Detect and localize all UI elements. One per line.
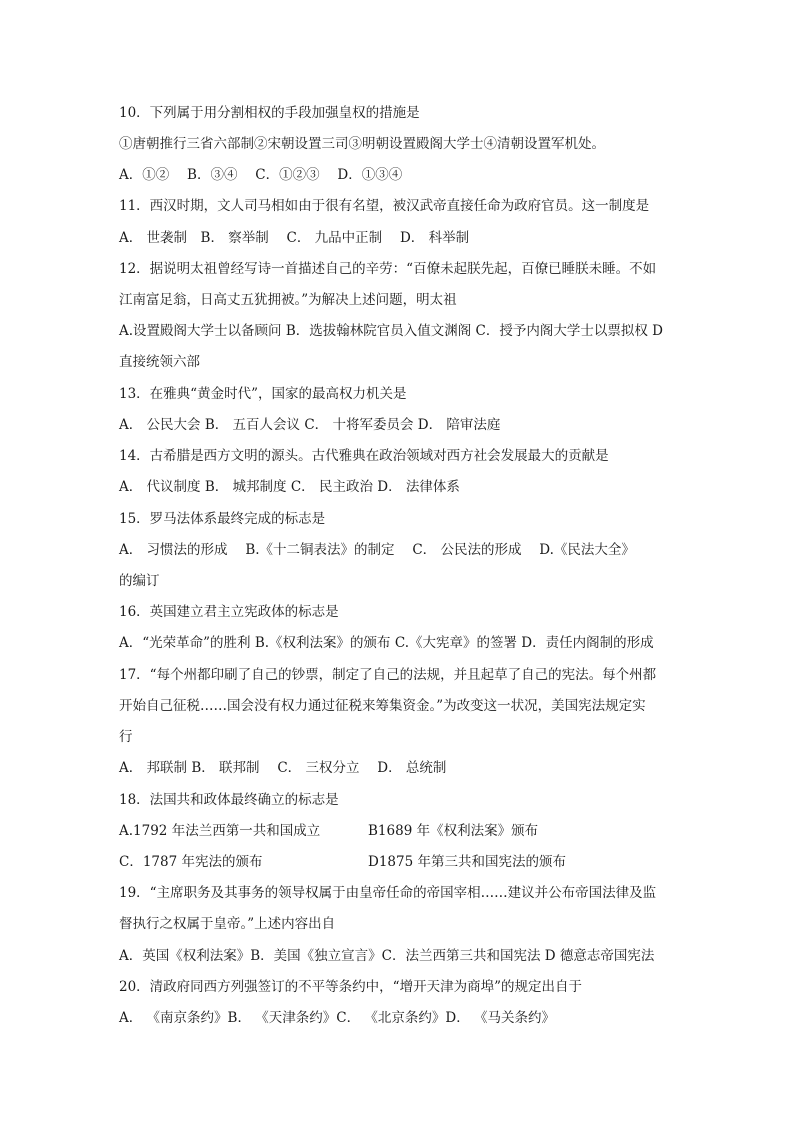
question-17-stem-3: 行 [119, 729, 133, 745]
question-18-option-c: C．1787 年宪法的颁布 [119, 854, 263, 870]
question-12-options-1: A.设置殿阁大学士以备顾问 B．选拔翰林院官员入值文渊阁 C．授予内阁大学士以票拟权 D [119, 323, 663, 339]
question-16-options: A．“光荣革命”的胜利 B.《权利法案》的颁布 C.《大宪章》的签署 D．责任内阁制的形成 [119, 635, 654, 651]
question-11-stem: 11．西汉时期，文人司马相如由于很有名望，被汉武帝直接任命为政府官员。这一制度是 [119, 198, 650, 214]
question-15-options-1: A． 习惯法的形成 B.《十二铜表法》的制定 C． 公民法的形成 D.《民法大全》 [119, 542, 635, 558]
question-19-options: A．英国《权利法案》B．美国《独立宣言》C．法兰西第三共和国宪法 D 德意志帝国宪法 [119, 948, 655, 964]
question-10-items: ①唐朝推行三省六部制②宋朝设置三司③明朝设置殿阁大学士④清朝设置军机处。 [119, 136, 605, 152]
question-10-options: A．①② B．③④ C．①②③ D．①③④ [119, 167, 403, 183]
question-13-options: A． 公民大会 B． 五百人会议 C． 十将军委员会 D． 陪审法庭 [119, 417, 501, 433]
question-10-stem: 10．下列属于用分割相权的手段加强皇权的措施是 [119, 105, 420, 121]
question-14-stem: 14．古希腊是西方文明的源头。古代雅典在政治领域对西方社会发展最大的贡献是 [119, 448, 609, 464]
question-15-options-2: 的编订 [119, 573, 160, 589]
question-14-options: A． 代议制度 B． 城邦制度 C． 民主政治 D． 法律体系 [119, 479, 460, 495]
question-20-stem: 20．清政府同西方列强签订的不平等条约中，“增开天津为商埠”的规定出自于 [119, 979, 582, 995]
question-17-options: A． 邦联制 B． 联邦制 C． 三权分立 D． 总统制 [119, 760, 447, 776]
question-11-options: A． 世袭制 B． 察举制 C． 九品中正制 D． 科举制 [119, 230, 470, 246]
question-15-stem: 15．罗马法体系最终完成的标志是 [119, 511, 326, 527]
question-18-option-b: B1689 年《权利法案》颁布 [368, 823, 539, 839]
question-20-options: A． 《南京条约》B． 《天津条约》C． 《北京条约》D． 《马关条约》 [119, 1010, 555, 1026]
question-13-stem: 13．在雅典“黄金时代”，国家的最高权力机关是 [119, 386, 407, 402]
question-12-stem-2: 江南富足翁，日高丈五犹拥被。”为解决上述问题，明太祖 [119, 292, 457, 308]
question-12-options-2: 直接统领六部 [119, 354, 200, 370]
question-19-stem-2: 督执行之权属于皇帝。”上述内容出自 [119, 916, 336, 932]
question-12-stem-1: 12．据说明太祖曾经写诗一首描述自己的辛劳：“百僚未起朕先起，百僚已睡朕未睡。不如 [119, 261, 657, 277]
question-16-stem: 16．英国建立君主立宪政体的标志是 [119, 604, 339, 620]
question-18-option-d: D1875 年第三共和国宪法的颁布 [368, 854, 566, 870]
question-18-option-a: A.1792 年法兰西第一共和国成立 [119, 823, 321, 839]
question-18-stem: 18．法国共和政体最终确立的标志是 [119, 792, 339, 808]
question-17-stem-1: 17．“每个州都印刷了自己的钞票，制定了自己的法规，并且起草了自己的宪法。每个州都 [119, 667, 657, 683]
question-19-stem-1: 19．“主席职务及其事务的领导权属于由皇帝任命的帝国宰相……建议并公布帝国法律及监 [119, 885, 657, 901]
question-17-stem-2: 开始自己征税……国会没有权力通过征税来筹集资金。”为改变这一状况，美国宪法规定实 [119, 698, 646, 714]
